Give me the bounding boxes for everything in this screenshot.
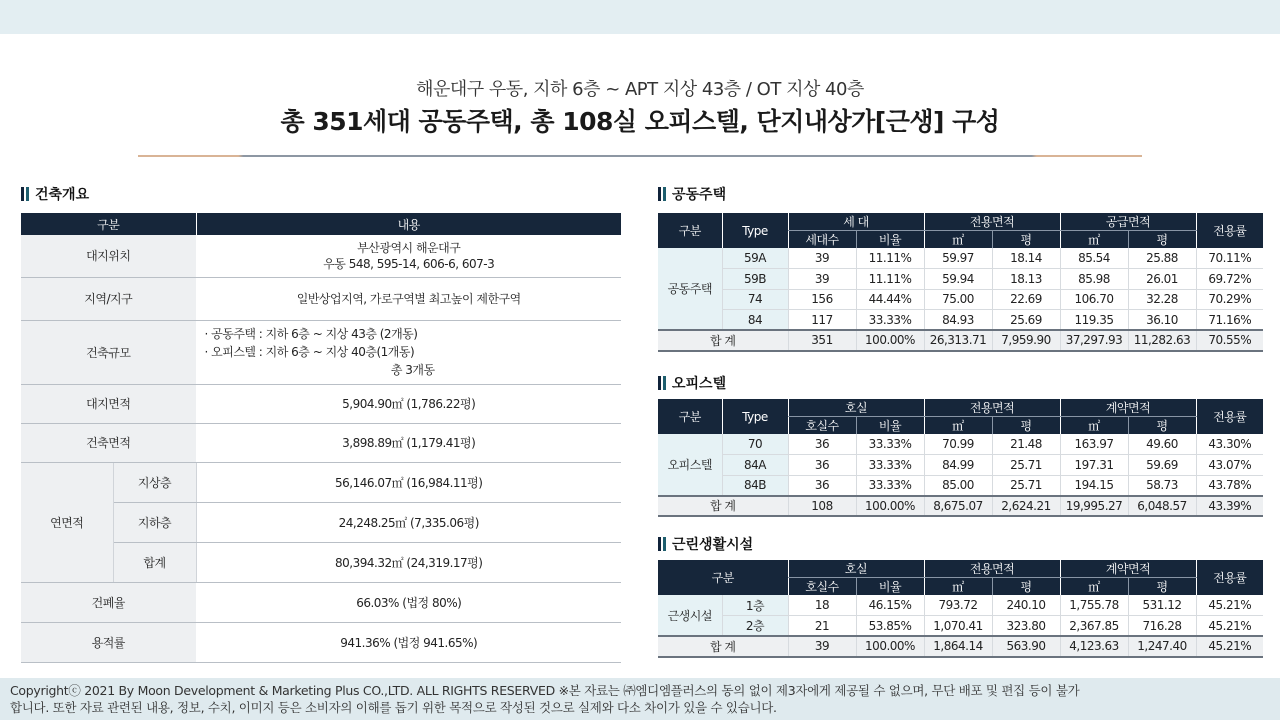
subheader-count: 호실수 [788,417,856,435]
floor-cell: 2층 [722,616,788,637]
scale-line2: · 오피스텔 : 지하 6층 ~ 지상 40층(1개동) [204,345,415,359]
total-contract-m2: 19,995.27 [1060,496,1128,517]
row-label-far: 용적률 [21,622,196,662]
exclusive-m2-cell: 75.00 [924,289,992,310]
ratio-cell: 33.33% [856,310,924,331]
contract-py-cell: 49.60 [1128,434,1196,455]
rate-cell: 70.29% [1196,289,1263,310]
ratio-cell: 33.33% [856,455,924,476]
subheader-ratio: 비율 [856,417,924,435]
exclusive-m2-cell: 59.94 [924,269,992,290]
exclusive-py-cell: 25.69 [992,310,1060,331]
contract-m2-cell: 1,755.78 [1060,595,1128,616]
row-label-zone: 지역/지구 [21,277,196,320]
rate-cell: 71.16% [1196,310,1263,331]
officetel-table [658,399,1263,517]
table-row [21,423,621,462]
overview-table [21,213,621,663]
subheader-m2: ㎡ [1060,231,1128,249]
total-contract-py: 6,048.57 [1128,496,1196,517]
subheader-ratio: 비율 [856,578,924,596]
total-label: 합 계 [658,496,788,517]
total-row [658,330,1263,351]
contract-py-cell: 716.28 [1128,616,1196,637]
contract-m2-cell: 163.97 [1060,434,1128,455]
exclusive-py-cell: 25.71 [992,455,1060,476]
subheader-pyeong: 평 [992,417,1060,435]
total-exclusive-m2: 26,313.71 [924,330,992,351]
section-marker-icon [21,187,29,201]
rate-cell: 43.78% [1196,475,1263,496]
table-row [658,289,1263,310]
floor-cell: 1층 [722,595,788,616]
group-label: 오피스텔 [658,434,722,496]
subheader-m2: ㎡ [924,231,992,249]
exclusive-m2-cell: 84.99 [924,455,992,476]
type-cell: 59B [722,269,788,290]
count-cell: 39 [788,248,856,269]
section-title-apartment [658,184,726,204]
contract-py-cell: 58.73 [1128,475,1196,496]
contract-m2-cell: 2,367.85 [1060,616,1128,637]
header-content: 내용 [196,213,621,235]
total-rate: 45.21% [1196,636,1263,657]
supply-py-cell: 25.88 [1128,248,1196,269]
exclusive-m2-cell: 84.93 [924,310,992,331]
count-cell: 36 [788,434,856,455]
ratio-cell: 11.11% [856,248,924,269]
table-row [658,248,1263,269]
supply-m2-cell: 106.70 [1060,289,1128,310]
type-cell: 59A [722,248,788,269]
subheader-m2: ㎡ [924,578,992,596]
subheader-m2: ㎡ [1060,417,1128,435]
row-label-coverage: 건폐율 [21,582,196,622]
total-label: 합 계 [658,330,788,351]
subheader-pyeong: 평 [1128,578,1196,596]
scale-line1: · 공동주택 : 지하 6층 ~ 지상 43층 (2개동) [204,327,418,341]
page-title: 총 351세대 공동주택, 총 108실 오피스텔, 단지내상가[근생] 구성 [280,107,1000,136]
floor-total-value: 80,394.32㎡ (24,319.17평) [196,542,621,582]
total-ratio: 100.00% [856,636,924,657]
exclusive-m2-cell: 1,070.41 [924,616,992,637]
footer-line2: 합니다. 또한 자료 관련된 내용, 정보, 수치, 이미지 등은 소비자의 이해를 돕기 위한 목적으로 작성된 것으로 실제와 다소 차이가 있을 수 있습니다. [10,700,777,715]
total-exclusive-py: 563.90 [992,636,1060,657]
header-exclusive-ratio: 전용률 [1196,213,1263,248]
top-banner [0,0,1280,34]
exclusive-py-cell: 240.10 [992,595,1060,616]
subheader-count: 세대수 [788,231,856,249]
exclusive-m2-cell: 793.72 [924,595,992,616]
subheader-pyeong: 평 [1128,417,1196,435]
total-ratio: 100.00% [856,330,924,351]
subheader-ratio: 비율 [856,231,924,249]
row-label-below-ground: 지하층 [113,502,196,542]
supply-m2-cell: 119.35 [1060,310,1128,331]
header-exclusive-area: 전용면적 [924,560,1060,578]
total-count: 108 [788,496,856,517]
supply-m2-cell: 85.54 [1060,248,1128,269]
supply-m2-cell: 85.98 [1060,269,1128,290]
table-row [658,595,1263,616]
contract-py-cell: 59.69 [1128,455,1196,476]
copyright-footer [0,678,1280,720]
header-units: 호실 [788,399,924,417]
type-cell: 84 [722,310,788,331]
type-cell: 74 [722,289,788,310]
total-contract-m2: 4,123.63 [1060,636,1128,657]
site-location-line1: 부산광역시 해운대구 [357,240,461,255]
table-header-row [21,213,621,235]
header-type: Type [722,213,788,248]
header-exclusive-ratio: 전용률 [1196,560,1263,595]
header-exclusive-area: 전용면적 [924,399,1060,417]
table-row [21,622,621,662]
section-title-overview-label: 건축개요 [35,187,90,203]
exclusive-py-cell: 25.71 [992,475,1060,496]
table-row [21,235,621,277]
table-row [21,320,621,384]
row-label-site-area: 대지면적 [21,384,196,423]
site-location-value [196,235,621,277]
count-cell: 36 [788,475,856,496]
rate-cell: 70.11% [1196,248,1263,269]
header-type: Type [722,399,788,434]
table-row [658,475,1263,496]
ratio-cell: 44.44% [856,289,924,310]
total-rate: 43.39% [1196,496,1263,517]
table-row [21,277,621,320]
building-area-value: 3,898.89㎡ (1,179.41평) [196,423,621,462]
subheader-pyeong: 평 [992,578,1060,596]
total-row [658,496,1263,517]
table-header-row [658,213,1263,231]
title-divider [138,155,1142,157]
total-exclusive-m2: 1,864.14 [924,636,992,657]
ratio-cell: 53.85% [856,616,924,637]
subheader-m2: ㎡ [924,417,992,435]
count-cell: 156 [788,289,856,310]
total-exclusive-py: 2,624.21 [992,496,1060,517]
section-title-apartment-label: 공동주택 [672,187,727,203]
contract-m2-cell: 197.31 [1060,455,1128,476]
table-row [658,455,1263,476]
exclusive-m2-cell: 70.99 [924,434,992,455]
zone-value: 일반상업지역, 가로구역별 최고높이 제한구역 [196,277,621,320]
rate-cell: 45.21% [1196,616,1263,637]
ratio-cell: 11.11% [856,269,924,290]
table-row [658,269,1263,290]
scale-line3: 총 3개동 [390,363,435,377]
header-exclusive-area: 전용면적 [924,213,1060,231]
row-label-site-location: 대지위치 [21,235,196,277]
apartment-table [658,213,1263,352]
rate-cell: 43.30% [1196,434,1263,455]
header-category: 구분 [658,560,788,595]
row-label-building-area: 건축면적 [21,423,196,462]
type-cell: 70 [722,434,788,455]
exclusive-m2-cell: 59.97 [924,248,992,269]
rate-cell: 69.72% [1196,269,1263,290]
group-label: 근생시설 [658,595,722,636]
ratio-cell: 46.15% [856,595,924,616]
exclusive-py-cell: 323.80 [992,616,1060,637]
retail-table [658,560,1263,658]
section-title-retail [658,534,753,554]
subheader-pyeong: 평 [1128,231,1196,249]
below-ground-value: 24,248.25㎡ (7,335.06평) [196,502,621,542]
section-title-overview [21,184,89,204]
header-contract-area: 계약면적 [1060,560,1196,578]
count-cell: 21 [788,616,856,637]
far-value: 941.36% (법정 941.65%) [196,622,621,662]
subheader-count: 호실수 [788,578,856,596]
contract-py-cell: 531.12 [1128,595,1196,616]
header-units: 호실 [788,560,924,578]
total-rate: 70.55% [1196,330,1263,351]
scale-value [196,320,621,384]
exclusive-py-cell: 18.14 [992,248,1060,269]
total-exclusive-py: 7,959.90 [992,330,1060,351]
exclusive-py-cell: 22.69 [992,289,1060,310]
supply-py-cell: 26.01 [1128,269,1196,290]
table-row [658,616,1263,637]
ratio-cell: 33.33% [856,434,924,455]
header-exclusive-ratio: 전용률 [1196,399,1263,434]
section-marker-icon [658,376,666,390]
total-row [658,636,1263,657]
header-units: 세 대 [788,213,924,231]
section-marker-icon [658,187,666,201]
section-title-officetel [658,373,726,393]
subheader-m2: ㎡ [1060,578,1128,596]
table-row [21,462,621,502]
count-cell: 117 [788,310,856,331]
total-count: 39 [788,636,856,657]
type-cell: 84B [722,475,788,496]
count-cell: 18 [788,595,856,616]
total-exclusive-m2: 8,675.07 [924,496,992,517]
rate-cell: 43.07% [1196,455,1263,476]
site-area-value: 5,904.90㎡ (1,786.22평) [196,384,621,423]
section-title-retail-label: 근린생활시설 [672,537,754,553]
supply-py-cell: 36.10 [1128,310,1196,331]
section-title-officetel-label: 오피스텔 [672,376,727,392]
supply-py-cell: 32.28 [1128,289,1196,310]
total-label: 합 계 [658,636,788,657]
table-row [21,384,621,423]
exclusive-py-cell: 18.13 [992,269,1060,290]
total-count: 351 [788,330,856,351]
row-label-above-ground: 지상층 [113,462,196,502]
exclusive-py-cell: 21.48 [992,434,1060,455]
header-category: 구분 [658,399,722,434]
total-supply-py: 11,282.63 [1128,330,1196,351]
site-location-line2: 우동 548, 595-14, 606-6, 607-3 [323,256,495,271]
ratio-cell: 33.33% [856,475,924,496]
subheader-pyeong: 평 [992,231,1060,249]
header-category: 구분 [21,213,196,235]
total-ratio: 100.00% [856,496,924,517]
exclusive-m2-cell: 85.00 [924,475,992,496]
count-cell: 39 [788,269,856,290]
row-label-floor-total: 합계 [113,542,196,582]
header-supply-area: 공급면적 [1060,213,1196,231]
row-label-floor-area: 연면적 [21,462,113,582]
coverage-value: 66.03% (법정 80%) [196,582,621,622]
table-row [658,434,1263,455]
total-supply-m2: 37,297.93 [1060,330,1128,351]
table-row [658,310,1263,331]
header-category: 구분 [658,213,722,248]
header-contract-area: 계약면적 [1060,399,1196,417]
table-header-row [658,399,1263,417]
section-marker-icon [658,537,666,551]
above-ground-value: 56,146.07㎡ (16,984.11평) [196,462,621,502]
table-row [21,582,621,622]
type-cell: 84A [722,455,788,476]
count-cell: 36 [788,455,856,476]
contract-m2-cell: 194.15 [1060,475,1128,496]
footer-line1: Copyrightⓒ 2021 By Moon Development & Marketing Plus CO.,LTD. ALL RIGHTS RESERVED ※본 자료는 ㈜엠디엠플러스의 동의 없이 제3자에게 제공될 수 없으며, 무단 배포 및 편집 등이 불가 [10,683,1080,698]
row-label-scale: 건축규모 [21,320,196,384]
rate-cell: 45.21% [1196,595,1263,616]
group-label: 공동주택 [658,248,722,330]
page-subtitle: 해운대구 우동, 지하 6층 ~ APT 지상 43층 / OT 지상 40층 [416,79,864,100]
table-header-row [658,560,1263,578]
total-contract-py: 1,247.40 [1128,636,1196,657]
